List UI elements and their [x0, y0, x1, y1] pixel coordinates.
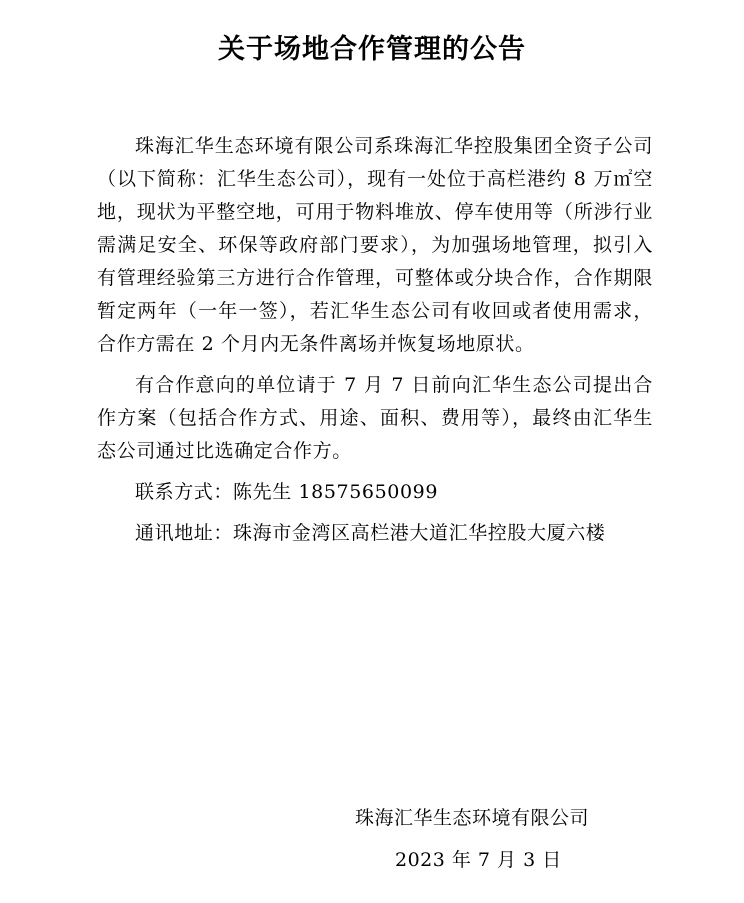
document-body — [97, 130, 653, 558]
contact-info: 联系方式：陈先生 18575650099 — [135, 481, 439, 503]
signature-date: 2023 年 7 月 3 日 — [395, 849, 562, 871]
signature-company: 珠海汇华生态环境有限公司 — [355, 807, 590, 829]
paragraph-cooperation-request: 有合作意向的单位请于 7 月 7 日前向汇华生态公司提出合作方案（包括合作方式、用途、面积、费用等），最终由汇华生态公司通过比选确定合作方。 — [97, 374, 653, 462]
paragraph-site-description: 珠海汇华生态环境有限公司系珠海汇华控股集团全资子公司（以下简称：汇华生态公司），现有一处位于高栏港约 8 万㎡空地，现状为平整空地，可用于物料堆放、停车使用等（所涉行业需满足安全、环保等政府部门要求），为加强场地管理，拟引入有管理经验第三方进行合作管理，可整体或分块合作，合作期限暂定两年（一年一签），若汇华生态公司有收回或者使用需求，合作方需在 2 个月内无条件离场并恢复场地原状。 — [97, 135, 653, 355]
mailing-address: 通讯地址：珠海市金湾区高栏港大道汇华控股大厦六楼 — [135, 522, 606, 544]
document-title: 关于场地合作管理的公告 — [218, 34, 526, 65]
